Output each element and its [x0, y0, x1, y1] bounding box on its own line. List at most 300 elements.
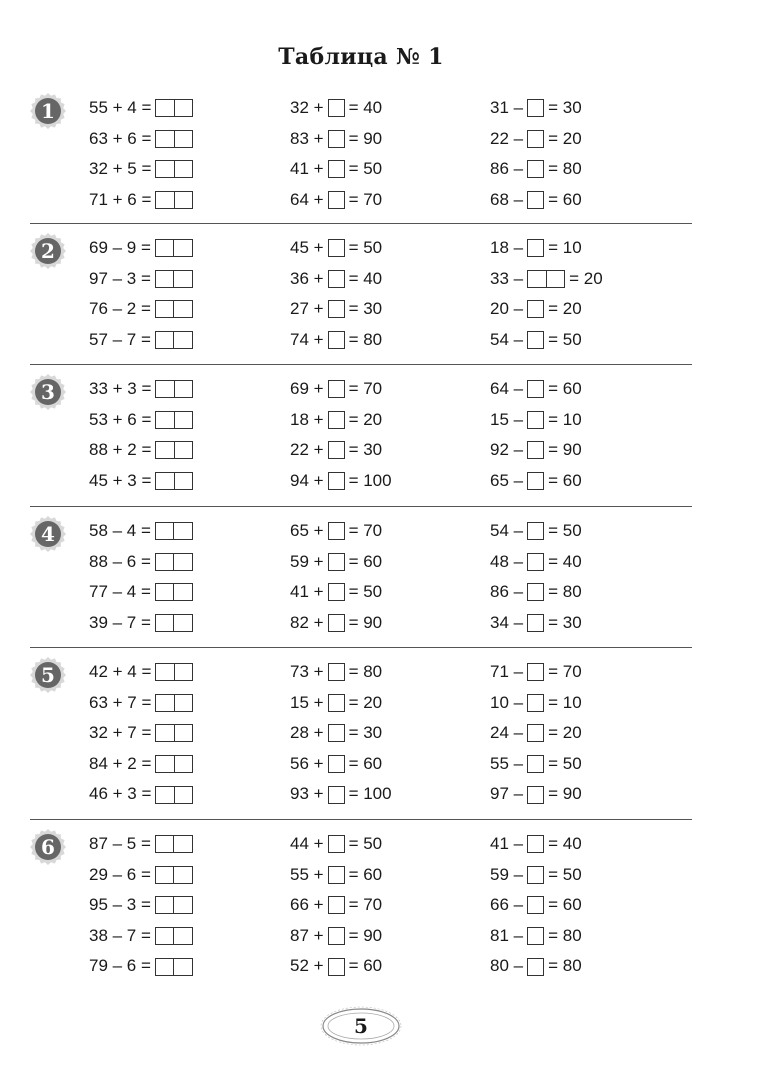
equation	[290, 516, 382, 547]
answer-box[interactable]	[328, 472, 345, 490]
equation-left: 18 –	[490, 238, 524, 257]
answer-cell[interactable]	[156, 615, 174, 631]
answer-cell[interactable]	[156, 161, 174, 177]
answer-box[interactable]	[328, 896, 345, 914]
answer-cell[interactable]	[546, 271, 565, 287]
answer-box[interactable]	[155, 331, 193, 349]
equation-right: = 30	[348, 299, 383, 319]
equation	[89, 577, 197, 608]
answer-cell[interactable]	[174, 381, 193, 397]
answer-box[interactable]	[527, 553, 544, 571]
equation	[490, 264, 603, 295]
equation-right: = 30	[548, 612, 582, 632]
equation	[490, 516, 582, 547]
equation-left: 74 +	[290, 329, 324, 349]
equation-right: = 60	[548, 895, 582, 915]
equation	[490, 608, 582, 639]
answer-box[interactable]	[527, 866, 544, 884]
exercise-column	[290, 516, 382, 638]
answer-box[interactable]	[527, 160, 544, 178]
block-number: 5	[41, 663, 55, 687]
block-number-badge	[30, 233, 66, 269]
answer-box[interactable]	[155, 99, 193, 117]
answer-box[interactable]	[328, 130, 345, 148]
equation-right: = 20	[348, 692, 383, 712]
answer-box[interactable]	[527, 724, 544, 742]
answer-box[interactable]	[527, 411, 544, 429]
equation-left: 69 – 9 =	[89, 238, 151, 257]
equation-left: 97 –	[490, 784, 524, 804]
equation-right: = 40	[348, 98, 383, 117]
equation-left: 63 + 7 =	[89, 692, 152, 712]
equation-left: 64 +	[290, 189, 324, 209]
equation	[290, 688, 392, 719]
answer-box[interactable]	[155, 380, 193, 398]
answer-box[interactable]	[155, 786, 193, 804]
answer-box[interactable]	[155, 866, 193, 884]
answer-box[interactable]	[328, 835, 345, 853]
answer-box[interactable]	[527, 130, 544, 148]
equation-left: 82 +	[290, 612, 324, 632]
equation-left: 69 +	[290, 379, 324, 398]
equation-left: 77 – 4 =	[89, 582, 151, 602]
exercise-column	[490, 829, 582, 982]
equation-left: 97 – 3 =	[89, 268, 151, 288]
page-number: 5	[354, 1014, 368, 1038]
equation-right: = 50	[348, 159, 383, 179]
equation-right: = 40	[548, 551, 582, 571]
answer-box[interactable]	[328, 583, 345, 601]
equation-right: = 50	[548, 753, 582, 773]
equation-right: = 90	[548, 784, 582, 804]
answer-box[interactable]	[155, 755, 193, 773]
answer-box[interactable]	[155, 835, 193, 853]
equation-left: 84 + 2 =	[89, 753, 152, 773]
answer-cell[interactable]	[156, 442, 174, 458]
equation-right: = 50	[548, 864, 582, 884]
equation-right: = 10	[548, 692, 582, 712]
block-number: 2	[41, 239, 55, 263]
answer-cell[interactable]	[174, 192, 193, 208]
answer-cell[interactable]	[156, 928, 174, 944]
answer-box[interactable]	[527, 239, 544, 257]
answer-cell[interactable]	[156, 301, 174, 317]
answer-box[interactable]	[328, 331, 345, 349]
equation	[490, 921, 582, 952]
equation-left: 32 + 5 =	[89, 159, 152, 179]
answer-box[interactable]	[328, 191, 345, 209]
answer-box[interactable]	[155, 472, 193, 490]
answer-cell[interactable]	[156, 381, 174, 397]
answer-box[interactable]	[328, 300, 345, 318]
answer-box[interactable]	[527, 331, 544, 349]
answer-cell[interactable]	[156, 584, 174, 600]
equation	[89, 185, 197, 216]
answer-cell[interactable]	[156, 523, 174, 539]
equation-left: 65 +	[290, 521, 324, 540]
equation-left: 56 +	[290, 753, 324, 773]
exercise-column	[490, 516, 582, 638]
equation	[290, 233, 382, 264]
equation-right: = 60	[348, 551, 383, 571]
equation	[89, 718, 197, 749]
exercise-column	[290, 233, 382, 355]
answer-box[interactable]	[155, 411, 193, 429]
equation-left: 39 – 7 =	[89, 612, 151, 632]
equation	[89, 325, 197, 356]
equation	[490, 233, 603, 264]
equation	[490, 124, 582, 155]
equation	[490, 688, 582, 719]
equation-left: 54 –	[490, 521, 524, 540]
answer-cell[interactable]	[174, 442, 193, 458]
answer-cell[interactable]	[156, 271, 174, 287]
answer-box[interactable]	[328, 239, 345, 257]
answer-box[interactable]	[155, 160, 193, 178]
equation-right: = 50	[348, 834, 383, 853]
answer-box[interactable]	[328, 522, 345, 540]
equation-right: = 40	[348, 268, 383, 288]
answer-box[interactable]	[328, 160, 345, 178]
answer-cell[interactable]	[174, 787, 193, 803]
answer-cell[interactable]	[173, 240, 192, 256]
exercise-column	[89, 516, 197, 638]
answer-cell[interactable]	[156, 695, 174, 711]
equation-left: 27 +	[290, 299, 324, 319]
answer-box[interactable]	[527, 927, 544, 945]
answer-cell[interactable]	[156, 787, 174, 803]
answer-box[interactable]	[155, 724, 193, 742]
equation	[89, 688, 197, 719]
equation-right: = 60	[548, 189, 582, 209]
equation	[490, 577, 582, 608]
equation-right: = 60	[348, 753, 383, 773]
equation	[290, 405, 392, 436]
equation-left: 81 –	[490, 925, 524, 945]
answer-cell[interactable]	[174, 756, 193, 772]
answer-box[interactable]	[155, 300, 193, 318]
answer-box[interactable]	[527, 896, 544, 914]
exercise-block-2	[30, 233, 692, 365]
exercise-column	[89, 657, 197, 810]
equation-left: 86 –	[490, 159, 524, 179]
equation-left: 42 + 4 =	[89, 662, 152, 681]
answer-cell[interactable]	[173, 584, 192, 600]
equation	[290, 154, 382, 185]
equation-right: = 80	[348, 662, 383, 681]
equation	[490, 829, 582, 860]
answer-box[interactable]	[155, 614, 193, 632]
answer-cell[interactable]	[156, 959, 174, 975]
equation-left: 46 + 3 =	[89, 784, 152, 804]
answer-box[interactable]	[155, 694, 193, 712]
answer-box[interactable]	[527, 472, 544, 490]
answer-box[interactable]	[328, 724, 345, 742]
answer-box[interactable]	[328, 99, 345, 117]
equation	[89, 779, 197, 810]
answer-box[interactable]	[527, 99, 544, 117]
equation-left: 59 –	[490, 864, 524, 884]
answer-cell[interactable]	[156, 240, 174, 256]
answer-cell[interactable]	[156, 897, 174, 913]
answer-cell[interactable]	[174, 100, 193, 116]
equation	[89, 749, 197, 780]
block-number-badge	[30, 829, 66, 865]
answer-cell[interactable]	[174, 412, 193, 428]
answer-box[interactable]	[328, 614, 345, 632]
equation-right: = 50	[548, 329, 582, 349]
answer-cell[interactable]	[173, 301, 192, 317]
answer-cell[interactable]	[173, 928, 192, 944]
equation-left: 64 –	[490, 379, 524, 398]
equation-left: 57 – 7 =	[89, 329, 151, 349]
equation-right: = 40	[548, 834, 582, 853]
equation-left: 33 –	[490, 268, 524, 288]
answer-box[interactable]	[155, 553, 193, 571]
equation-right: = 80	[548, 925, 582, 945]
equation-right: = 50	[548, 521, 582, 540]
answer-box[interactable]	[328, 694, 345, 712]
answer-cell[interactable]	[156, 725, 174, 741]
equation	[490, 749, 582, 780]
answer-cell[interactable]	[174, 473, 193, 489]
answer-box[interactable]	[527, 786, 544, 804]
answer-box[interactable]	[527, 835, 544, 853]
answer-cell[interactable]	[173, 554, 192, 570]
equation	[290, 93, 382, 124]
equation-left: 32 +	[290, 98, 324, 117]
equation	[490, 435, 582, 466]
answer-cell[interactable]	[156, 554, 174, 570]
answer-box[interactable]	[527, 380, 544, 398]
equation	[490, 718, 582, 749]
answer-cell[interactable]	[156, 473, 174, 489]
answer-box[interactable]	[155, 958, 193, 976]
equation-right: = 80	[548, 159, 582, 179]
answer-box[interactable]	[328, 755, 345, 773]
exercise-column	[290, 657, 392, 810]
answer-box[interactable]	[527, 614, 544, 632]
equation-left: 88 – 6 =	[89, 551, 151, 571]
equation	[89, 921, 197, 952]
equation	[290, 779, 392, 810]
answer-cell[interactable]	[156, 836, 174, 852]
answer-box[interactable]	[155, 130, 193, 148]
exercise-block-6	[30, 829, 692, 999]
answer-cell[interactable]	[156, 867, 174, 883]
equation-left: 55 +	[290, 864, 324, 884]
answer-cell[interactable]	[173, 271, 192, 287]
equation	[290, 749, 392, 780]
answer-cell[interactable]	[174, 131, 193, 147]
answer-box[interactable]	[155, 441, 193, 459]
answer-cell[interactable]	[156, 756, 174, 772]
answer-box[interactable]	[527, 694, 544, 712]
equation	[490, 779, 582, 810]
equation-left: 52 +	[290, 956, 324, 976]
equation	[89, 435, 197, 466]
equation-left: 94 +	[290, 470, 324, 490]
equation-right: = 70	[348, 521, 383, 540]
equation	[290, 829, 382, 860]
answer-box[interactable]	[328, 553, 345, 571]
equation	[290, 547, 382, 578]
equation-left: 71 –	[490, 662, 524, 681]
equation	[490, 325, 603, 356]
equation-right: = 100	[348, 784, 392, 804]
answer-box[interactable]	[527, 663, 544, 681]
equation-right: = 70	[548, 662, 582, 681]
answer-box[interactable]	[328, 927, 345, 945]
answer-cell[interactable]	[156, 664, 174, 680]
equation	[89, 124, 197, 155]
equation-left: 71 + 6 =	[89, 189, 152, 209]
answer-box[interactable]	[527, 755, 544, 773]
equation	[290, 577, 382, 608]
page-title: Таблица № 1	[278, 44, 444, 70]
equation	[290, 860, 382, 891]
exercise-block-3	[30, 374, 692, 507]
answer-box[interactable]	[328, 866, 345, 884]
answer-box[interactable]	[155, 191, 193, 209]
answer-box[interactable]	[155, 270, 193, 288]
equation	[89, 890, 197, 921]
equation-left: 93 +	[290, 784, 324, 804]
equation-left: 63 + 6 =	[89, 128, 152, 148]
equation-left: 29 – 6 =	[89, 864, 151, 884]
equation-right: = 10	[548, 238, 582, 257]
equation	[490, 890, 582, 921]
equation-right: = 20	[348, 409, 383, 429]
equation	[290, 951, 382, 982]
answer-cell[interactable]	[174, 725, 193, 741]
equation	[290, 890, 382, 921]
equation-right: = 10	[548, 409, 582, 429]
equation-left: 80 –	[490, 956, 524, 976]
answer-box[interactable]	[527, 300, 544, 318]
answer-box[interactable]	[155, 927, 193, 945]
equation-right: = 20	[548, 128, 582, 148]
answer-box[interactable]	[155, 663, 193, 681]
exercise-column	[290, 374, 392, 496]
answer-cell[interactable]	[174, 161, 193, 177]
answer-box[interactable]	[328, 380, 345, 398]
equation-left: 58 – 4 =	[89, 521, 151, 540]
equation-left: 18 +	[290, 409, 324, 429]
equation-left: 66 +	[290, 895, 324, 915]
equation	[290, 435, 392, 466]
equation-left: 53 + 6 =	[89, 409, 152, 429]
exercise-column	[290, 93, 382, 215]
answer-box[interactable]	[527, 958, 544, 976]
equation	[490, 466, 582, 497]
exercise-column	[490, 374, 582, 496]
equation	[290, 185, 382, 216]
answer-box[interactable]	[527, 191, 544, 209]
answer-cell[interactable]	[156, 412, 174, 428]
equation-left: 87 – 5 =	[89, 834, 151, 853]
answer-cell[interactable]	[156, 332, 174, 348]
equation-left: 34 –	[490, 612, 524, 632]
equation	[290, 294, 382, 325]
equation	[89, 294, 197, 325]
equation-left: 86 –	[490, 582, 524, 602]
equation	[290, 921, 382, 952]
equation	[290, 466, 392, 497]
equation-right: = 80	[548, 582, 582, 602]
equation-right: = 50	[348, 238, 383, 257]
answer-cell[interactable]	[173, 332, 192, 348]
answer-cell[interactable]	[174, 664, 193, 680]
answer-box[interactable]	[527, 441, 544, 459]
answer-cell[interactable]	[156, 100, 174, 116]
answer-cell[interactable]	[173, 836, 192, 852]
answer-cell[interactable]	[173, 867, 192, 883]
equation-left: 76 – 2 =	[89, 299, 151, 319]
equation	[89, 608, 197, 639]
equation-right: = 60	[548, 379, 582, 398]
answer-cell[interactable]	[173, 897, 192, 913]
equation-right: = 90	[348, 128, 383, 148]
equation-left: 95 – 3 =	[89, 895, 151, 915]
equation	[490, 154, 582, 185]
equation-right: = 100	[348, 470, 392, 490]
answer-box[interactable]	[155, 896, 193, 914]
block-number-badge	[30, 93, 66, 129]
equation-right: = 30	[348, 723, 383, 743]
exercise-column	[89, 93, 197, 215]
equation-right: = 30	[348, 440, 383, 460]
equation	[89, 516, 197, 547]
equation-left: 54 –	[490, 329, 524, 349]
answer-box[interactable]	[527, 522, 544, 540]
equation-right: = 60	[348, 864, 383, 884]
answer-box[interactable]	[328, 663, 345, 681]
answer-cell[interactable]	[173, 523, 192, 539]
equation-left: 41 –	[490, 834, 524, 853]
equation	[89, 233, 197, 264]
exercise-block-4	[30, 516, 692, 648]
answer-box[interactable]	[155, 522, 193, 540]
answer-box[interactable]	[328, 411, 345, 429]
equation	[490, 657, 582, 688]
answer-box[interactable]	[155, 583, 193, 601]
answer-box[interactable]	[328, 786, 345, 804]
answer-cell[interactable]	[156, 131, 174, 147]
answer-box[interactable]	[527, 270, 565, 288]
answer-cell[interactable]	[173, 615, 192, 631]
block-number-badge	[30, 657, 66, 693]
answer-cell[interactable]	[173, 959, 192, 975]
answer-box[interactable]	[527, 583, 544, 601]
answer-cell[interactable]	[528, 271, 546, 287]
equation-right: = 90	[348, 612, 383, 632]
equation-left: 59 +	[290, 551, 324, 571]
answer-box[interactable]	[328, 441, 345, 459]
equation-right: = 70	[348, 379, 383, 398]
answer-cell[interactable]	[156, 192, 174, 208]
answer-cell[interactable]	[174, 695, 193, 711]
equation-right: = 30	[548, 98, 582, 117]
exercise-column	[490, 233, 603, 355]
answer-box[interactable]	[155, 239, 193, 257]
equation-left: 33 + 3 =	[89, 379, 152, 398]
answer-box[interactable]	[328, 270, 345, 288]
equation-left: 55 –	[490, 753, 524, 773]
equation	[89, 154, 197, 185]
answer-box[interactable]	[328, 958, 345, 976]
equation	[290, 124, 382, 155]
